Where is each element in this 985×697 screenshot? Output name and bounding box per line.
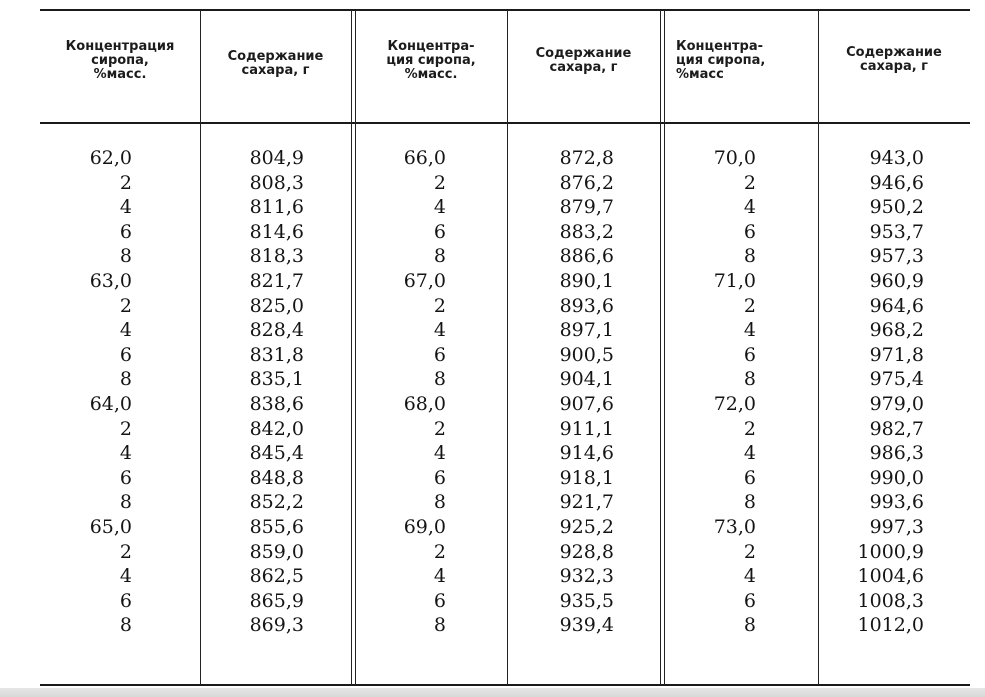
concentration-value-cell: 6 — [743, 220, 756, 243]
concentration-value-cell: 6 — [119, 220, 132, 243]
concentration-value-cell: 4 — [119, 565, 132, 588]
concentration-value-cell: 4 — [433, 565, 446, 588]
concentration-column-3 — [690, 146, 756, 638]
sugar-value-cell: 890,1 — [559, 269, 614, 292]
concentration-value-cell: 6 — [433, 466, 446, 489]
column-divider — [200, 10, 201, 685]
concentration-value-cell: 70,0 — [713, 147, 756, 169]
sugar-value-cell: 975,4 — [869, 368, 924, 391]
concentration-value-cell: 6 — [743, 466, 756, 489]
sugar-value-cell: 943,0 — [869, 147, 924, 169]
concentration-value-cell: 2 — [433, 171, 446, 194]
header-concentration-1 — [40, 40, 200, 82]
sugar-value-cell: 968,2 — [869, 319, 924, 342]
sugar-value-cell: 811,6 — [249, 196, 304, 219]
column-divider — [818, 10, 819, 685]
header-line: сиропа, — [91, 53, 149, 68]
sugar-value-cell: 835,1 — [249, 368, 304, 391]
sugar-value-cell: 893,6 — [559, 294, 614, 317]
sugar-value-cell: 842,0 — [249, 417, 304, 440]
sugar-value-cell: 946,6 — [869, 171, 924, 194]
concentration-value-cell: 2 — [433, 540, 446, 563]
header-line: Содержание — [535, 46, 632, 61]
sugar-value-cell: 1012,0 — [857, 614, 924, 637]
header-line: %масс. — [93, 67, 147, 82]
header-line: Концентра- — [387, 39, 475, 54]
concentration-value-cell: 4 — [119, 196, 132, 219]
sugar-value-cell: 838,6 — [249, 392, 304, 415]
concentration-value-cell: 4 — [433, 442, 446, 465]
sugar-value-cell: 982,7 — [869, 417, 924, 440]
sugar-value-cell: 818,3 — [249, 245, 304, 268]
concentration-value-cell: 6 — [119, 466, 132, 489]
header-line: %масс. — [404, 67, 458, 82]
concentration-value-cell: 8 — [433, 245, 446, 268]
sugar-value-cell: 845,4 — [249, 442, 304, 465]
concentration-value-cell: 8 — [743, 491, 756, 514]
sugar-value-cell: 876,2 — [559, 171, 614, 194]
sugar-value-cell: 964,6 — [869, 294, 924, 317]
sugar-value-cell: 831,8 — [249, 343, 304, 366]
concentration-value-cell: 2 — [743, 540, 756, 563]
concentration-value-cell: 62,0 — [89, 147, 132, 169]
concentration-value-cell: 6 — [119, 589, 132, 612]
concentration-value-cell: 4 — [743, 565, 756, 588]
sugar-column-1 — [220, 146, 304, 638]
concentration-value-cell: 65,0 — [89, 515, 132, 538]
sugar-value-cell: 971,8 — [869, 343, 924, 366]
concentration-value-cell: 2 — [743, 417, 756, 440]
sugar-value-cell: 859,0 — [249, 540, 304, 563]
column-divider — [351, 10, 352, 685]
sugar-value-cell: 914,6 — [559, 442, 614, 465]
sugar-value-cell: 950,2 — [869, 196, 924, 219]
sugar-value-cell: 879,7 — [559, 196, 614, 219]
concentration-value-cell: 2 — [119, 417, 132, 440]
concentration-value-cell: 8 — [433, 491, 446, 514]
sugar-value-cell: 855,6 — [249, 515, 304, 538]
column-divider — [507, 10, 508, 685]
sugar-value-cell: 907,6 — [559, 392, 614, 415]
table-top-rule — [40, 9, 970, 11]
sugar-value-cell: 825,0 — [249, 294, 304, 317]
concentration-value-cell: 4 — [743, 442, 756, 465]
concentration-column-1 — [70, 146, 132, 638]
concentration-value-cell: 2 — [119, 294, 132, 317]
header-line: сахара, г — [549, 60, 618, 75]
concentration-value-cell: 4 — [743, 196, 756, 219]
sugar-value-cell: 872,8 — [559, 147, 614, 169]
sugar-value-cell: 804,9 — [249, 147, 304, 169]
concentration-value-cell: 8 — [119, 245, 132, 268]
header-line: Содержание — [227, 49, 324, 64]
sugar-value-cell: 921,7 — [559, 491, 614, 514]
header-line: %масс — [676, 67, 724, 82]
sugar-value-cell: 960,9 — [869, 269, 924, 292]
sugar-value-cell: 935,5 — [559, 589, 614, 612]
header-sugar-2 — [507, 47, 660, 75]
sugar-value-cell: 852,2 — [249, 491, 304, 514]
header-sugar-1 — [200, 50, 351, 78]
concentration-value-cell: 4 — [743, 319, 756, 342]
column-divider — [355, 10, 356, 685]
concentration-value-cell: 8 — [743, 614, 756, 637]
concentration-value-cell: 6 — [743, 343, 756, 366]
concentration-value-cell: 6 — [119, 343, 132, 366]
concentration-value-cell: 6 — [433, 220, 446, 243]
sugar-value-cell: 904,1 — [559, 368, 614, 391]
concentration-value-cell: 6 — [433, 589, 446, 612]
sugar-value-cell: 997,3 — [869, 515, 924, 538]
header-concentration-3 — [664, 40, 818, 82]
concentration-value-cell: 2 — [743, 294, 756, 317]
table-bottom-rule — [40, 684, 970, 686]
concentration-value-cell: 8 — [119, 614, 132, 637]
header-line: сахара, г — [860, 59, 928, 74]
concentration-column-2 — [380, 146, 446, 638]
sugar-value-cell: 897,1 — [559, 319, 614, 342]
concentration-value-cell: 72,0 — [713, 392, 756, 415]
sugar-value-cell: 911,1 — [559, 417, 614, 440]
header-concentration-2 — [355, 40, 507, 82]
concentration-value-cell: 64,0 — [89, 392, 132, 415]
sugar-value-cell: 900,5 — [559, 343, 614, 366]
concentration-value-cell: 63,0 — [89, 269, 132, 292]
concentration-value-cell: 6 — [433, 343, 446, 366]
concentration-value-cell: 8 — [743, 245, 756, 268]
sugar-value-cell: 869,3 — [249, 614, 304, 637]
column-divider — [660, 10, 661, 685]
concentration-value-cell: 2 — [119, 540, 132, 563]
sugar-value-cell: 1000,9 — [857, 540, 924, 563]
concentration-value-cell: 2 — [743, 171, 756, 194]
sugar-value-cell: 925,2 — [559, 515, 614, 538]
concentration-value-cell: 8 — [119, 491, 132, 514]
sugar-value-cell: 865,9 — [249, 589, 304, 612]
sugar-column-3 — [840, 146, 924, 638]
sugar-value-cell: 828,4 — [249, 319, 304, 342]
header-line: ция сиропа, — [386, 53, 476, 68]
sugar-value-cell: 993,6 — [869, 491, 924, 514]
sugar-value-cell: 814,6 — [249, 220, 304, 243]
concentration-value-cell: 4 — [433, 196, 446, 219]
header-line: Концентра- — [676, 39, 763, 54]
concentration-value-cell: 8 — [433, 368, 446, 391]
sugar-value-cell: 883,2 — [559, 220, 614, 243]
header-bottom-rule — [40, 122, 970, 124]
sugar-value-cell: 957,3 — [869, 245, 924, 268]
sugar-value-cell: 932,3 — [559, 565, 614, 588]
sugar-value-cell: 979,0 — [869, 392, 924, 415]
header-sugar-3 — [818, 46, 970, 74]
header-line: ция сиропа, — [676, 53, 766, 68]
page-edge — [0, 688, 985, 697]
concentration-value-cell: 8 — [433, 614, 446, 637]
sugar-value-cell: 1008,3 — [857, 589, 924, 612]
concentration-value-cell: 2 — [433, 294, 446, 317]
sugar-value-cell: 886,6 — [559, 245, 614, 268]
concentration-value-cell: 66,0 — [403, 147, 446, 169]
concentration-value-cell: 8 — [743, 368, 756, 391]
concentration-value-cell: 67,0 — [403, 269, 446, 292]
concentration-value-cell: 71,0 — [713, 269, 756, 292]
concentration-value-cell: 2 — [433, 417, 446, 440]
sugar-value-cell: 990,0 — [869, 466, 924, 489]
concentration-value-cell: 4 — [433, 319, 446, 342]
sugar-value-cell: 808,3 — [249, 171, 304, 194]
sugar-value-cell: 848,8 — [249, 466, 304, 489]
sugar-value-cell: 918,1 — [559, 466, 614, 489]
concentration-value-cell: 8 — [119, 368, 132, 391]
sugar-value-cell: 862,5 — [249, 565, 304, 588]
sugar-column-2 — [530, 146, 614, 638]
concentration-value-cell: 2 — [119, 171, 132, 194]
sugar-value-cell: 953,7 — [869, 220, 924, 243]
sugar-value-cell: 1004,6 — [857, 565, 924, 588]
concentration-value-cell: 4 — [119, 442, 132, 465]
header-line: Концентрация — [65, 39, 175, 54]
sugar-value-cell: 928,8 — [559, 540, 614, 563]
header-line: сахара, г — [241, 63, 310, 78]
column-divider — [664, 10, 665, 685]
concentration-value-cell: 6 — [743, 589, 756, 612]
header-line: Содержание — [846, 45, 942, 60]
concentration-value-cell: 69,0 — [403, 515, 446, 538]
concentration-value-cell: 68,0 — [403, 392, 446, 415]
sugar-value-cell: 939,4 — [559, 614, 614, 637]
sugar-value-cell: 986,3 — [869, 442, 924, 465]
sugar-value-cell: 821,7 — [249, 269, 304, 292]
concentration-value-cell: 73,0 — [713, 515, 756, 538]
concentration-value-cell: 4 — [119, 319, 132, 342]
